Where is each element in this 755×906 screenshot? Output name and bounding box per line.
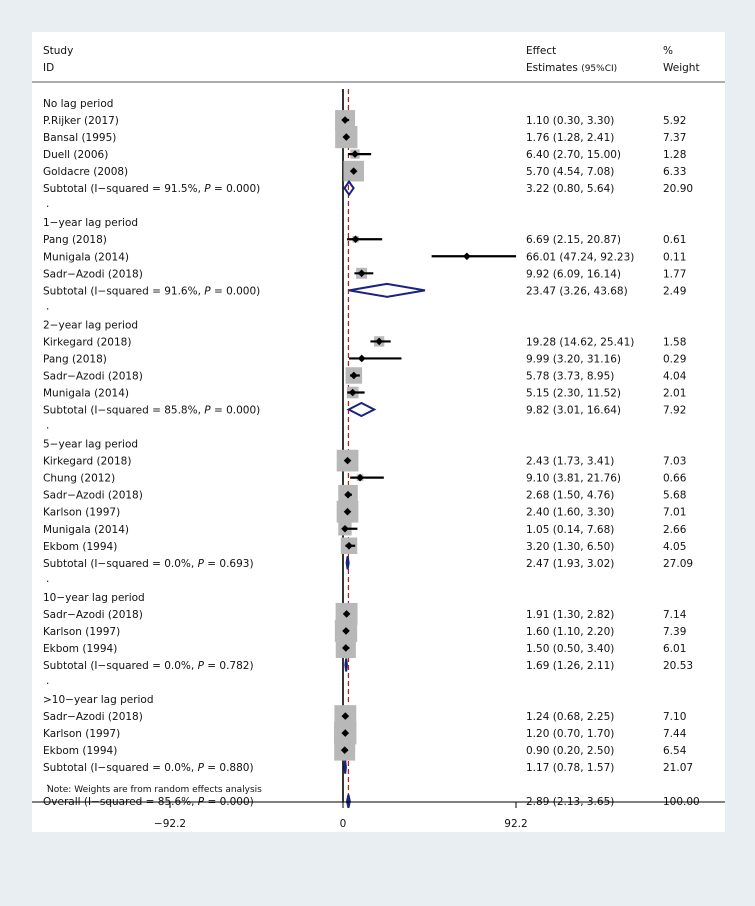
estimate-text: 1.50 (0.50, 3.40) (526, 642, 615, 655)
study-label: Sadr−Azodi (2018) (43, 608, 143, 621)
weight-text: 6.33 (663, 166, 687, 179)
forest-plot (32, 32, 725, 832)
estimate-text: 1.20 (0.70, 1.70) (526, 728, 615, 741)
weight-text: 7.92 (663, 404, 687, 417)
overall-diamond (347, 795, 350, 808)
estimate-text: 9.10 (3.81, 21.76) (526, 472, 622, 485)
estimate-text: 1.10 (0.30, 3.30) (526, 115, 615, 128)
spacer-dot: . (46, 198, 50, 211)
study-label: Sadr−Azodi (2018) (43, 370, 143, 383)
study-label: Goldacre (2008) (43, 166, 129, 179)
weight-text: 20.90 (663, 183, 694, 196)
study-label: Sadr−Azodi (2018) (43, 711, 143, 724)
weight-text: 5.92 (663, 115, 687, 128)
group-label: No lag period (43, 98, 114, 110)
estimate-text: 3.20 (1.30, 6.50) (526, 540, 615, 553)
estimate-text: 2.43 (1.73, 3.41) (526, 455, 615, 468)
study-label: Munigala (2014) (43, 251, 129, 264)
subtotal-diamond (345, 182, 354, 195)
weight-text: 7.14 (663, 608, 687, 621)
estimate-text: 9.82 (3.01, 16.64) (526, 404, 622, 417)
study-label: Pang (2018) (43, 353, 107, 366)
subtotal-label: Subtotal (I−squared = 0.0%, P = 0.782) (43, 659, 254, 672)
study-label: Ekbom (1994) (43, 642, 118, 655)
weight-text: 7.39 (663, 625, 687, 638)
spacer-dot: . (46, 777, 50, 790)
estimate-text: 3.22 (0.80, 5.64) (526, 183, 615, 196)
weight-text: 7.03 (663, 455, 687, 468)
study-label: P.Rijker (2017) (43, 115, 119, 128)
point-estimate (358, 355, 366, 363)
header-effect: Effect (526, 45, 557, 57)
weight-text: 0.61 (663, 234, 687, 247)
subtotal-label: Subtotal (I−squared = 91.6%, P = 0.000) (43, 285, 261, 298)
weight-text: 2.49 (663, 285, 687, 298)
estimate-text: 2.68 (1.50, 4.76) (526, 489, 615, 502)
study-label: Bansal (1995) (43, 132, 117, 145)
estimate-text: 5.70 (4.54, 7.08) (526, 166, 615, 179)
subtotal-diamond (347, 556, 349, 569)
weight-text: 7.44 (663, 728, 687, 741)
estimate-text: 1.24 (0.68, 2.25) (526, 711, 615, 724)
study-label: Pang (2018) (43, 234, 107, 247)
weight-text: 0.11 (663, 251, 687, 264)
estimate-text: 0.90 (0.20, 2.50) (526, 745, 615, 758)
estimate-text: 1.60 (1.10, 2.20) (526, 625, 615, 638)
weight-text: 6.54 (663, 745, 687, 758)
estimate-text: 5.78 (3.73, 8.95) (526, 370, 615, 383)
header-id: ID (43, 62, 55, 74)
forest-plot-panel (32, 32, 725, 832)
study-label: Karlson (1997) (43, 506, 121, 519)
weight-text: 4.04 (663, 370, 687, 383)
estimate-text: 23.47 (3.26, 43.68) (526, 285, 628, 298)
subtotal-label: Subtotal (I−squared = 0.0%, P = 0.880) (43, 762, 254, 775)
overall-label: Overall (I−squared = 85.6%, P = 0.000) (43, 796, 254, 809)
study-label: Kirkegard (2018) (43, 455, 132, 468)
weight-text: 1.58 (663, 336, 687, 349)
weight-text: 100.00 (663, 796, 700, 809)
weight-text: 0.29 (663, 353, 687, 366)
study-label: Karlson (1997) (43, 728, 121, 741)
x-tick-label: 92.2 (504, 818, 528, 830)
subtotal-label: Subtotal (I−squared = 0.0%, P = 0.693) (43, 557, 254, 570)
weight-text: 20.53 (663, 659, 694, 672)
subtotal-diamond (349, 284, 425, 297)
study-label: Chung (2012) (43, 472, 116, 485)
header-study: Study (43, 45, 74, 57)
group-label: 2−year lag period (43, 319, 139, 332)
weight-text: 27.09 (663, 557, 694, 570)
subtotal-label: Subtotal (I−squared = 91.5%, P = 0.000) (43, 183, 261, 196)
estimate-text: 66.01 (47.24, 92.23) (526, 251, 635, 264)
point-estimate (463, 252, 471, 260)
spacer-dot: . (46, 300, 50, 313)
estimate-text: 2.89 (2.13, 3.65) (526, 796, 615, 809)
estimate-text: 6.40 (2.70, 15.00) (526, 149, 622, 162)
estimate-text: 6.69 (2.15, 20.87) (526, 234, 622, 247)
x-tick-label: 0 (339, 818, 347, 830)
header-percent: % (663, 45, 673, 57)
weight-text: 0.66 (663, 472, 687, 485)
estimate-text: 9.92 (6.09, 16.14) (526, 268, 622, 281)
weight-text: 21.07 (663, 762, 694, 775)
study-label: Munigala (2014) (43, 523, 129, 536)
subtotal-diamond (349, 403, 375, 416)
x-tick-label: −92.2 (153, 818, 187, 830)
subtotal-diamond (345, 658, 347, 671)
estimate-text: 1.69 (1.26, 2.11) (526, 659, 615, 672)
spacer-dot: . (46, 675, 50, 688)
weight-text: 7.10 (663, 711, 687, 724)
study-label: Ekbom (1994) (43, 540, 118, 553)
group-label: 1−year lag period (43, 217, 139, 230)
weight-text: 7.01 (663, 506, 687, 519)
estimate-text: 2.40 (1.60, 3.30) (526, 506, 615, 519)
subtotal-diamond (344, 761, 345, 774)
estimate-text: 1.05 (0.14, 7.68) (526, 523, 615, 536)
subtotal-label: Subtotal (I−squared = 85.8%, P = 0.000) (43, 404, 261, 417)
estimate-text: 2.47 (1.93, 3.02) (526, 557, 615, 570)
study-label: Karlson (1997) (43, 625, 121, 638)
weight-text: 2.01 (663, 387, 687, 400)
study-label: Sadr−Azodi (2018) (43, 268, 143, 281)
weight-text: 1.77 (663, 268, 687, 281)
weight-text: 6.01 (663, 642, 687, 655)
weight-text: 5.68 (663, 489, 687, 502)
header-estimates: Estimates (95%CI) (526, 62, 618, 74)
group-label: >10−year lag period (43, 694, 154, 707)
group-label: 5−year lag period (43, 438, 139, 451)
group-label: 10−year lag period (43, 591, 145, 604)
estimate-text: 19.28 (14.62, 25.41) (526, 336, 635, 349)
header-weight: Weight (663, 62, 700, 74)
footnote: Note: Weights are from random effects analysis (47, 785, 262, 795)
weight-text: 1.28 (663, 149, 687, 162)
estimate-text: 5.15 (2.30, 11.52) (526, 387, 622, 400)
spacer-dot: . (46, 419, 50, 432)
study-label: Sadr−Azodi (2018) (43, 489, 143, 502)
estimate-text: 1.76 (1.28, 2.41) (526, 132, 615, 145)
study-label: Kirkegard (2018) (43, 336, 132, 349)
weight-text: 4.05 (663, 540, 687, 553)
study-label: Munigala (2014) (43, 387, 129, 400)
spacer-dot: . (46, 572, 50, 585)
study-label: Ekbom (1994) (43, 745, 118, 758)
estimate-text: 9.99 (3.20, 31.16) (526, 353, 622, 366)
weight-text: 2.66 (663, 523, 687, 536)
study-label: Duell (2006) (43, 149, 109, 162)
weight-text: 7.37 (663, 132, 687, 145)
estimate-text: 1.17 (0.78, 1.57) (526, 762, 615, 775)
estimate-text: 1.91 (1.30, 2.82) (526, 608, 615, 621)
